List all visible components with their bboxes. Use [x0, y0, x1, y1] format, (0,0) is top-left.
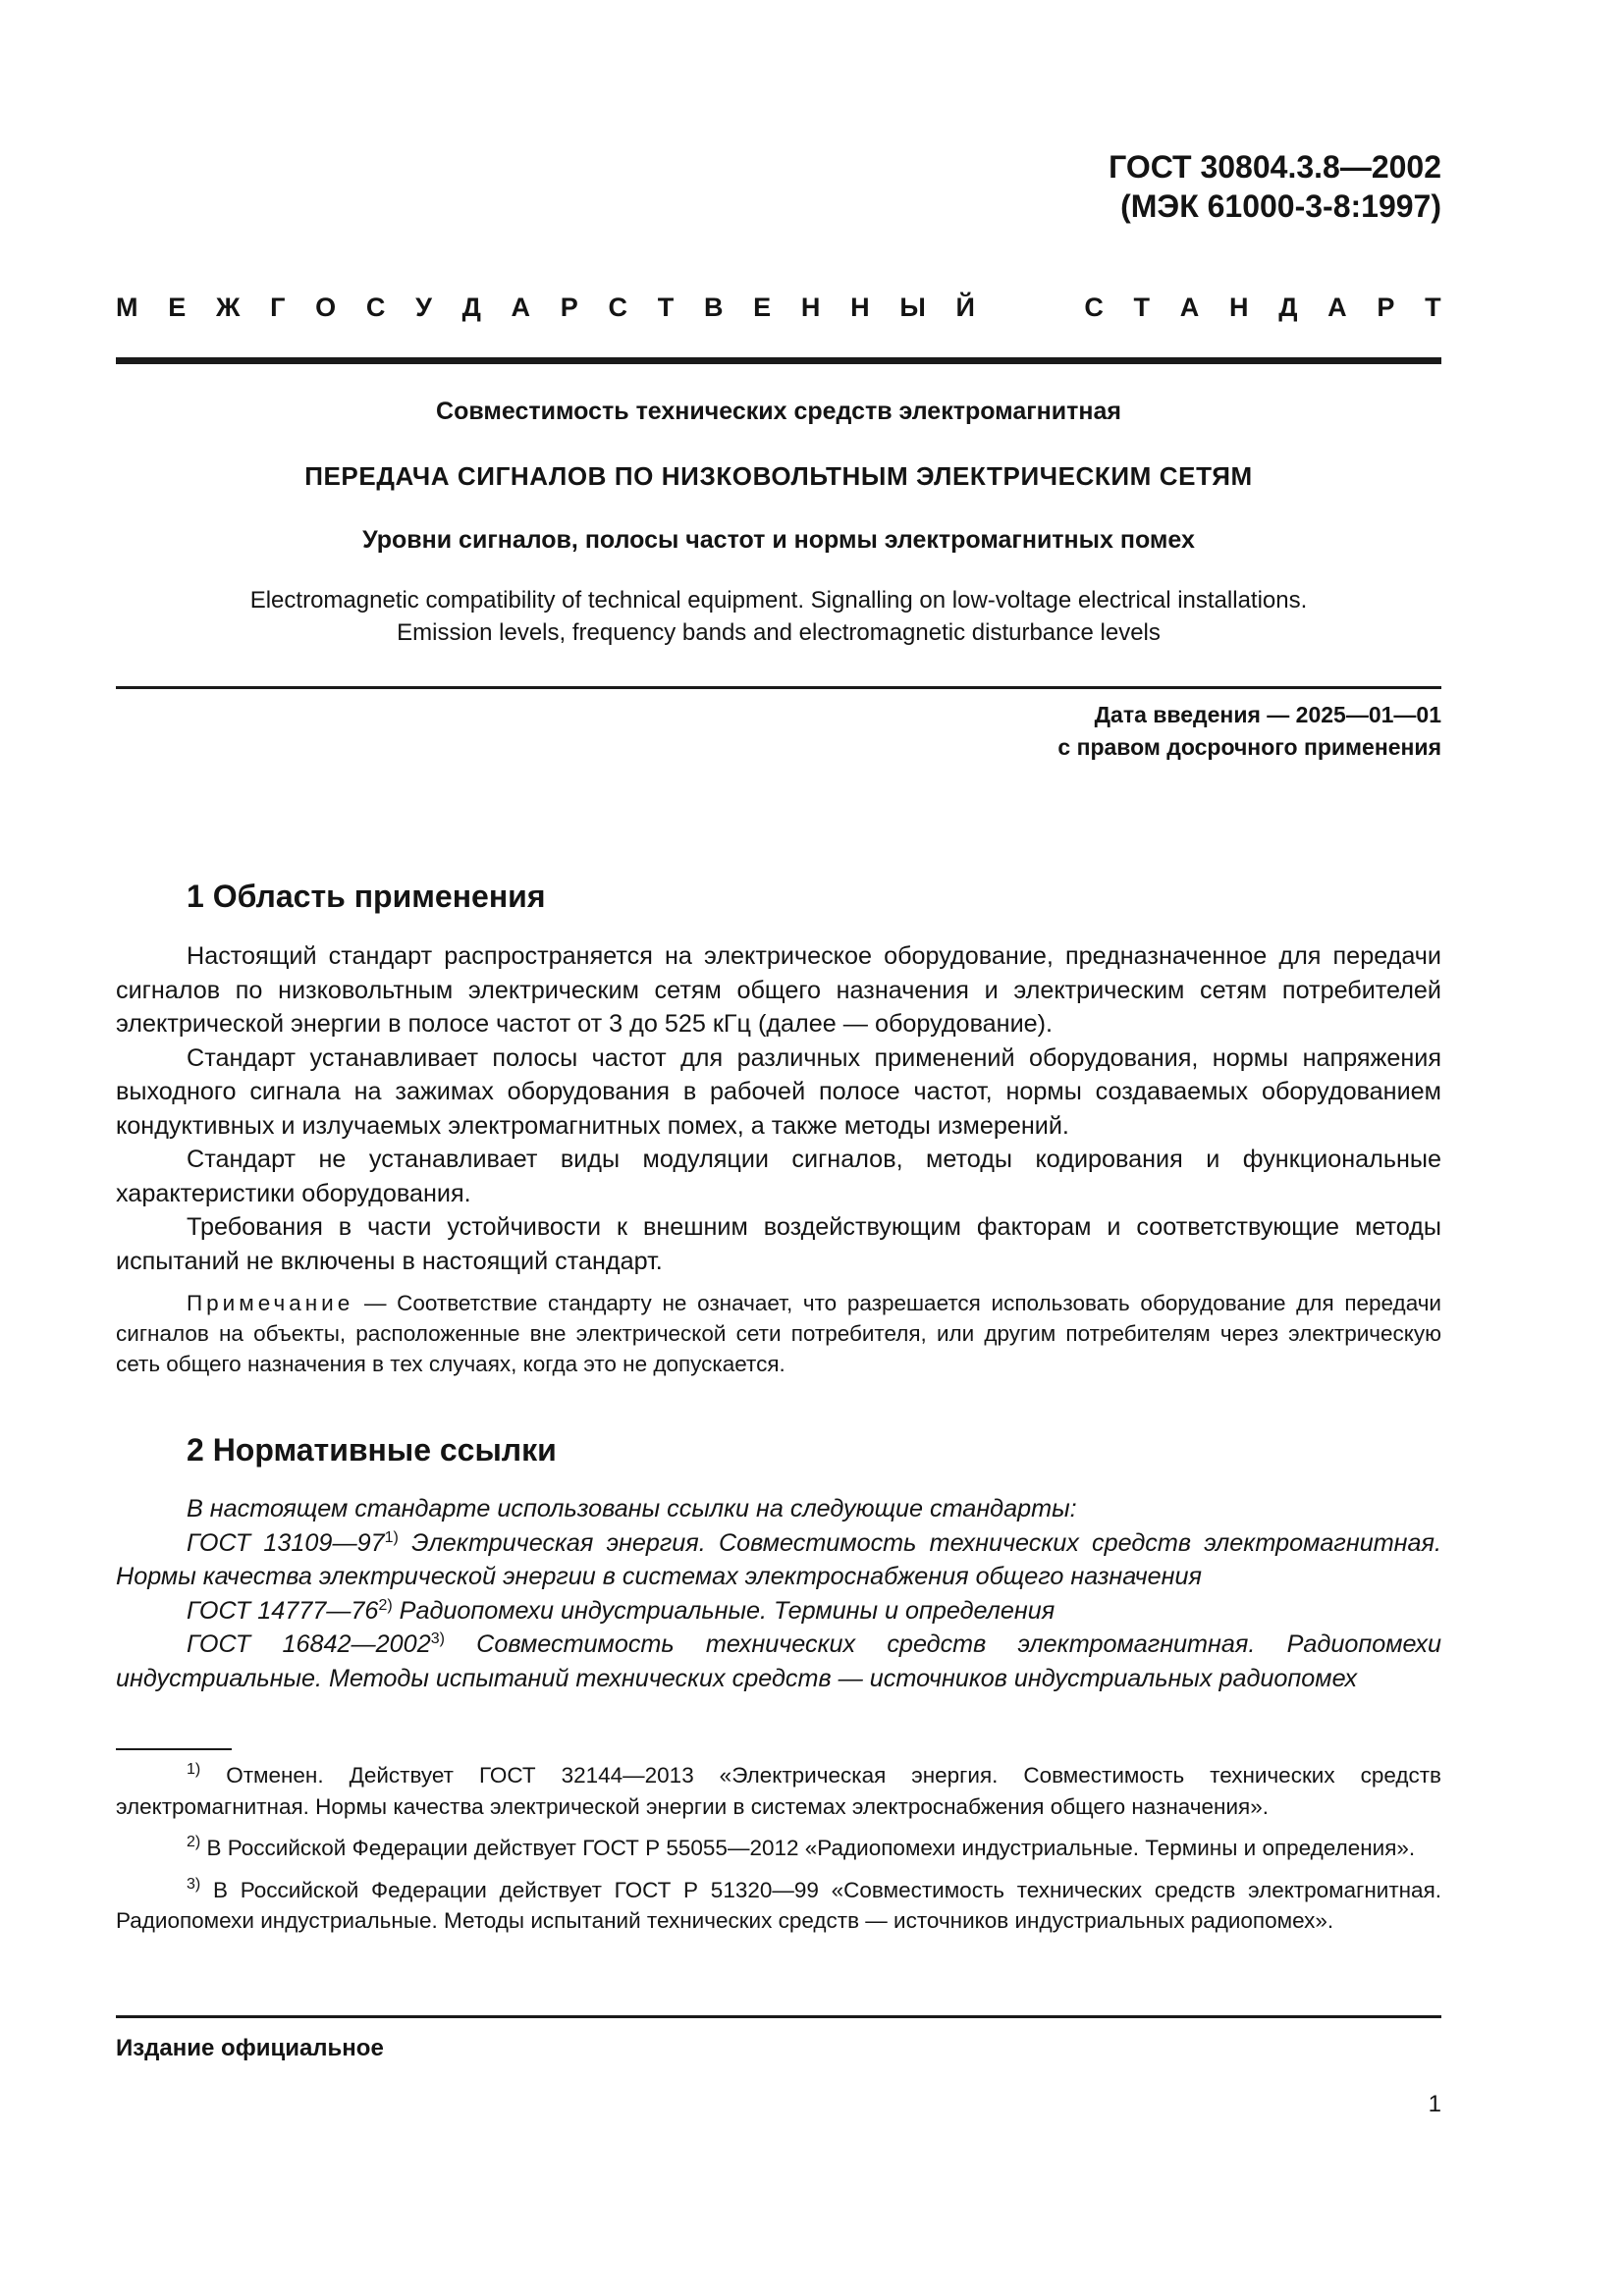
- early-application: с правом досрочного применения: [1057, 734, 1441, 760]
- footer-divider: [116, 2015, 1441, 2018]
- banner-letter: С: [1084, 293, 1104, 322]
- section-2-body: [116, 1492, 1441, 1695]
- references-intro: В настоящем стандарте использованы ссылки на следующие стандарты:: [187, 1495, 1077, 1522]
- footnote: [116, 1833, 1441, 1864]
- english-title-line-2: Emission levels, frequency bands and electromagnetic disturbance levels: [397, 619, 1161, 646]
- banner-letter: Н: [850, 293, 870, 322]
- introduction-date: Дата введения — 2025—01—01: [1094, 702, 1441, 727]
- reference-title: Радиопомехи индустриальные. Термины и определения: [392, 1596, 1056, 1625]
- banner-letter: Д: [1278, 293, 1298, 322]
- paragraph: Стандарт не устанавливает виды модуляции сигналов, методы кодирования и функциональные характеристики оборудования.: [116, 1146, 1441, 1207]
- paragraph: Требования в части устойчивости к внешним воздействующим факторам и соответствующие методы испытаний не включены в настоящий стандарт.: [116, 1213, 1441, 1275]
- banner-letter: Н: [800, 293, 821, 322]
- banner-word-gap: [1005, 290, 1055, 325]
- standard-number: ГОСТ 30804.3.8—2002: [1109, 149, 1441, 185]
- banner-letter: А: [1179, 293, 1200, 322]
- section-2-heading: 2 Нормативные ссылки: [187, 1432, 557, 1468]
- footnote-text: Отменен. Действует ГОСТ 32144—2013 «Электрическая энергия. Совместимость технических средств электромагнитная. Нормы качества электрической энергии в системах электроснабжения общего назначения».: [116, 1763, 1441, 1819]
- section-1-heading: 1 Область применения: [187, 879, 546, 914]
- banner-letter: В: [703, 293, 724, 322]
- footnote-mark: 3): [430, 1630, 445, 1647]
- footnote-mark: 2): [187, 1834, 201, 1850]
- banner-letter: Ы: [899, 293, 926, 322]
- banner-letter: Г: [270, 293, 286, 322]
- reference-code: ГОСТ 14777—76: [187, 1596, 379, 1625]
- reference-title: Совместимость технических средств электромагнитная. Радиопомехи индустриальные. Методы испытаний технических средств — источников индустриальных радиопомех: [116, 1630, 1441, 1692]
- reference-item: [116, 1628, 1441, 1695]
- banner-letter: Е: [753, 293, 772, 322]
- introduction-date-block: [1057, 699, 1441, 764]
- title-line-2: ПЕРЕДАЧА СИГНАЛОВ ПО НИЗКОВОЛЬТНЫМ ЭЛЕКТРИЧЕСКИМ СЕТЯМ: [304, 461, 1253, 491]
- banner-letter: Н: [1228, 293, 1249, 322]
- footnote-mark: 2): [378, 1596, 393, 1614]
- paragraph: Стандарт устанавливает полосы частот для различных применений оборудования, нормы напряжения выходного сигнала на зажимах оборудования в рабочей полосе частот, нормы создаваемых оборудованием кондуктивных и излучаемых электромагнитных помех, а также методы измерений.: [116, 1043, 1441, 1140]
- title-divider: [116, 686, 1441, 689]
- footnote: [116, 1875, 1441, 1937]
- title-line-3: Уровни сигналов, полосы частот и нормы электромагнитных помех: [362, 526, 1195, 554]
- banner-letter: Т: [1133, 293, 1151, 322]
- banner-letter: Е: [168, 293, 187, 322]
- banner-divider: [116, 357, 1441, 364]
- banner-letter: А: [511, 293, 531, 322]
- english-title: [116, 584, 1441, 649]
- iec-number: (МЭК 61000-3-8:1997): [1120, 188, 1441, 224]
- reference-item: [116, 1594, 1441, 1629]
- banner-letter: А: [1327, 293, 1347, 322]
- banner-letter: С: [365, 293, 386, 322]
- standard-designation: [1109, 147, 1441, 226]
- footnote-mark: 1): [187, 1761, 201, 1778]
- banner-letter: С: [608, 293, 627, 322]
- banner-letter: О: [315, 293, 337, 322]
- page-number: 1: [1428, 2091, 1441, 2117]
- note: [116, 1288, 1441, 1379]
- footnote-mark: 3): [187, 1875, 201, 1893]
- footnote-separator: [116, 1748, 232, 1750]
- reference-title: Электрическая энергия. Совместимость технических средств электромагнитная. Нормы качества электрической энергии в системах электроснабжения общего назначения: [116, 1528, 1442, 1590]
- banner-letter: Р: [560, 293, 578, 322]
- footnotes: [116, 1760, 1441, 1948]
- note-text: — Соответствие стандарту не означает, что разрешается использовать оборудование для передачи сигналов на объекты, расположенные вне электрической сети потребителя, или другим потребителям через электрическую сеть общего назначения в тех случаях, когда это не допускается.: [116, 1291, 1441, 1376]
- paragraph: Настоящий стандарт распространяется на электрическое оборудование, предназначенное для передачи сигналов по низковольтным электрическим сетям общего назначения и электрическим сетям потребителей электрической энергии в полосе частот от 3 до 525 кГц (далее — оборудование).: [116, 942, 1441, 1038]
- interstate-standard-banner: [116, 290, 1441, 325]
- section-1-body: [116, 939, 1441, 1379]
- note-label: Примечание: [187, 1291, 354, 1315]
- footnote-text: В Российской Федерации действует ГОСТ Р 51320—99 «Совместимость технических средств электромагнитная. Радиопомехи индустриальные. Методы испытаний технических средств — источников индустриальных радиопомех».: [116, 1877, 1441, 1933]
- banner-letter: У: [415, 293, 432, 322]
- footnote: [116, 1760, 1441, 1822]
- banner-letter: Д: [461, 293, 481, 322]
- title-line-1: Совместимость технических средств электромагнитная: [436, 398, 1121, 425]
- official-edition-label: Издание официальное: [116, 2035, 384, 2061]
- banner-letter: Т: [1425, 293, 1441, 322]
- banner-letter: Ж: [215, 293, 241, 322]
- banner-letter: Й: [955, 293, 975, 322]
- reference-code: ГОСТ 16842—2002: [187, 1630, 431, 1658]
- footnote-text: В Российской Федерации действует ГОСТ Р 55055—2012 «Радиопомехи индустриальные. Термины и определения».: [200, 1836, 1416, 1860]
- reference-item: [116, 1526, 1441, 1594]
- reference-code: ГОСТ 13109—97: [187, 1528, 385, 1557]
- footnote-mark: 1): [384, 1528, 399, 1546]
- banner-letter: Т: [657, 293, 675, 322]
- english-title-line-1: Electromagnetic compatibility of technical equipment. Signalling on low-voltage electrical installations.: [249, 587, 1308, 614]
- banner-letter: М: [116, 293, 138, 322]
- banner-letter: Р: [1377, 293, 1395, 322]
